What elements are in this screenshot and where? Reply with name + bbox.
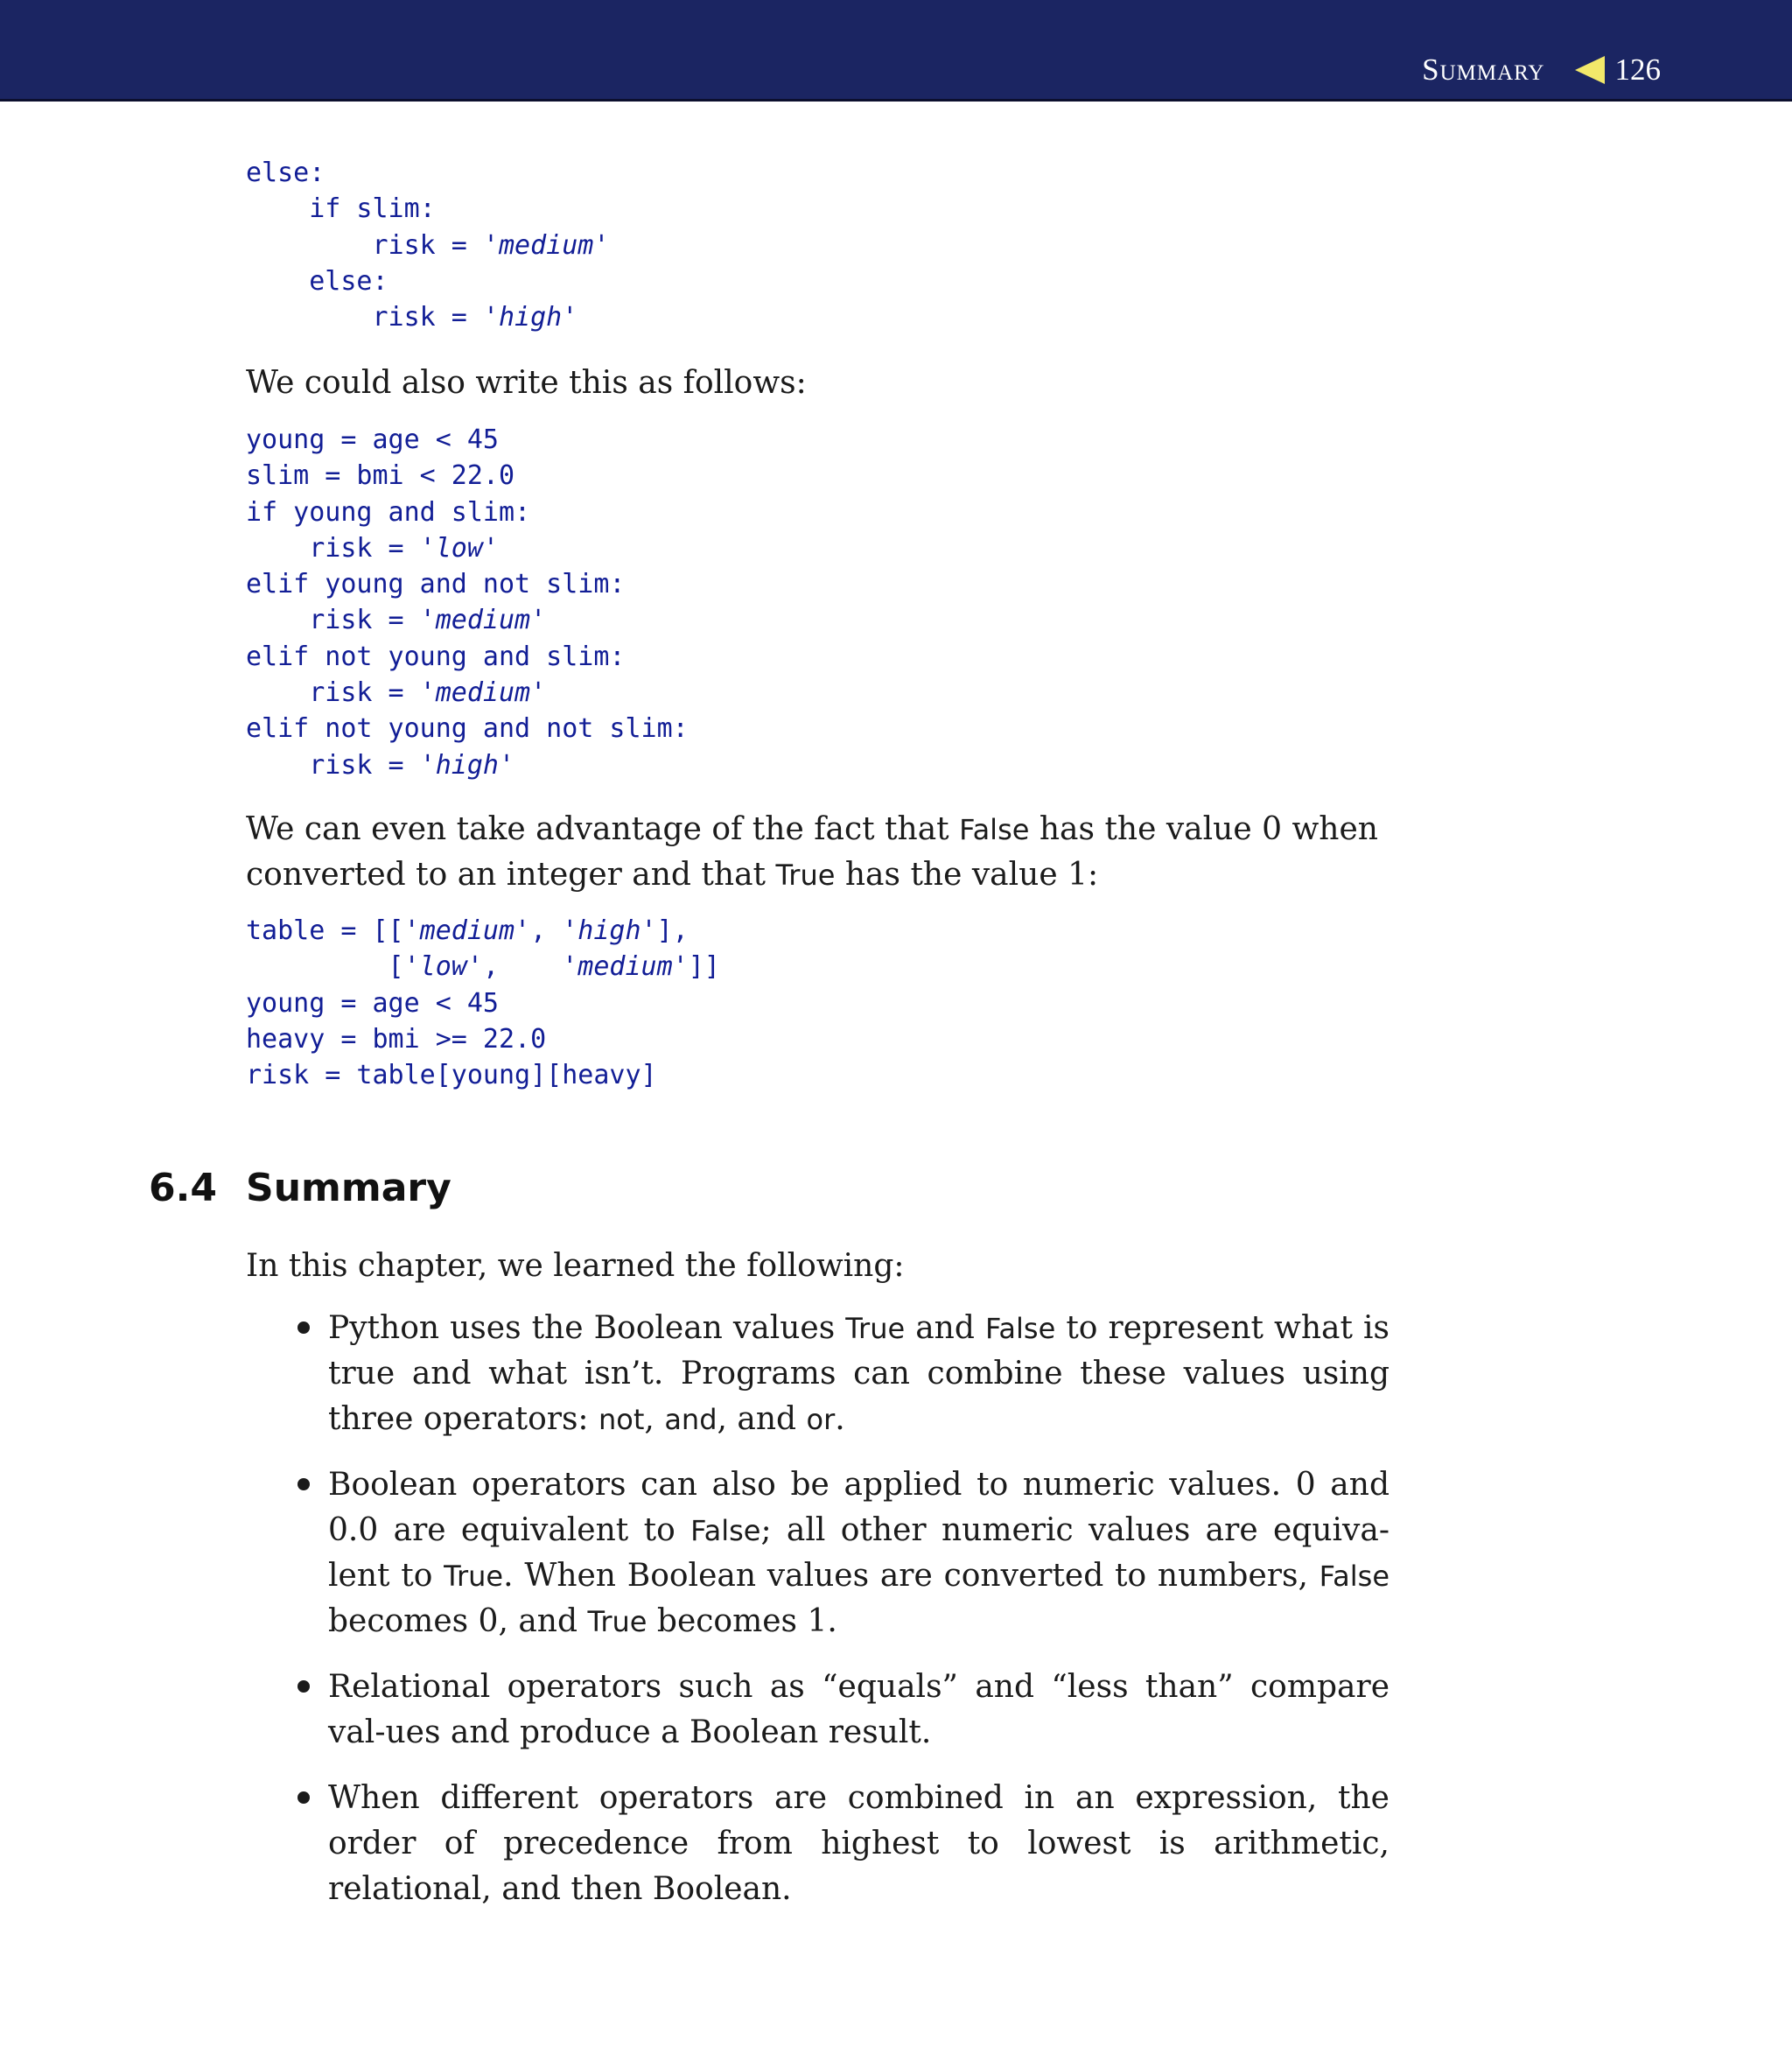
- code-line: [246, 711, 689, 747]
- code-token: else:: [246, 158, 326, 188]
- code-string-literal: 'low': [403, 951, 483, 983]
- code-token: elif not young and not slim:: [246, 713, 689, 745]
- code-line: [246, 299, 609, 335]
- keyword-true: True: [775, 859, 836, 892]
- code-block-else: [246, 155, 609, 335]
- code-token: [: [246, 951, 404, 983]
- code-token: ,: [482, 951, 563, 983]
- code-block-table-lookup: [246, 913, 720, 1093]
- code-token: risk =: [246, 302, 483, 333]
- code-line: [246, 1021, 720, 1057]
- inline-keyword: False: [1319, 1560, 1390, 1593]
- code-string-literal: 'medium': [482, 229, 610, 261]
- code-line: [246, 263, 609, 299]
- code-token: elif not young and slim:: [246, 641, 626, 672]
- code-string-literal: 'low': [419, 532, 499, 564]
- code-token: ],: [656, 915, 689, 946]
- code-string-literal: 'high': [562, 915, 657, 946]
- inline-keyword: or: [806, 1403, 836, 1436]
- code-token: if young and slim:: [246, 496, 531, 528]
- keyword-false: False: [959, 813, 1030, 846]
- code-token: else:: [246, 265, 388, 297]
- summary-bullet-list: [292, 1306, 1390, 1932]
- code-string-literal: 'medium': [419, 605, 547, 636]
- bullet-text: to represent what is true and what isn’t. Programs can combine these values using three operators:: [328, 1310, 1390, 1437]
- bullet-text: , and: [717, 1401, 807, 1437]
- code-token: risk =: [246, 605, 420, 636]
- code-line: [246, 675, 689, 711]
- code-string-literal: 'medium': [403, 915, 531, 946]
- code-token: slim = bmi < 22.0: [246, 460, 515, 492]
- bullet-text: .: [835, 1401, 845, 1437]
- code-token: heavy = bmi >= 22.0: [246, 1023, 547, 1055]
- para2-text-1b: has the value 0 when: [1039, 811, 1378, 847]
- paragraph-boolean-as-integer: [246, 807, 1390, 898]
- code-line: [246, 191, 609, 227]
- section-title: Summary: [246, 1166, 452, 1210]
- code-token: risk = table[young][heavy]: [246, 1060, 657, 1091]
- bullet-text: becomes 0, and: [328, 1603, 588, 1639]
- list-item: [292, 1462, 1390, 1644]
- code-block-elif-chain: [246, 422, 689, 783]
- section-heading: [149, 1166, 452, 1210]
- para2-text-2: converted to an integer and that: [246, 857, 766, 893]
- code-line: [246, 913, 720, 949]
- code-string-literal: 'medium': [562, 951, 689, 983]
- code-token: ,: [530, 915, 563, 946]
- code-line: [246, 530, 689, 566]
- code-line: [246, 566, 689, 602]
- bullet-icon: [298, 1791, 310, 1804]
- section-number: 6.4: [149, 1166, 217, 1210]
- code-string-literal: 'high': [482, 302, 578, 333]
- code-line: [246, 747, 689, 783]
- running-head-title: Summary: [1422, 53, 1545, 87]
- inline-keyword: True: [587, 1605, 648, 1638]
- code-line: [246, 985, 720, 1021]
- bullet-icon: [298, 1321, 310, 1334]
- summary-intro: In this chapter, we learned the following:: [246, 1248, 905, 1284]
- code-string-literal: 'high': [419, 749, 515, 781]
- code-token: young = age < 45: [246, 987, 499, 1019]
- code-token: table = [[: [246, 915, 404, 946]
- inline-keyword: True: [444, 1560, 504, 1593]
- code-token: if slim:: [246, 193, 436, 225]
- bullet-text: Relational operators such as “equals” and “less than” compare val-ues and produce a Boolean result.: [328, 1669, 1390, 1750]
- bullet-text: becomes 1.: [647, 1603, 837, 1639]
- page-header: [0, 0, 1792, 102]
- code-line: [246, 1057, 720, 1093]
- code-token: risk =: [246, 532, 420, 564]
- inline-keyword: True: [845, 1312, 906, 1345]
- code-line: [246, 228, 609, 263]
- code-string-literal: 'medium': [419, 677, 547, 709]
- code-line: [246, 602, 689, 638]
- inline-keyword: and: [664, 1403, 718, 1436]
- list-item: [292, 1665, 1390, 1756]
- bullet-text: ; all other numeric values are equiva-lent to: [328, 1512, 1390, 1594]
- left-arrow-icon[interactable]: [1575, 56, 1605, 84]
- code-line: [246, 494, 689, 530]
- inline-keyword: False: [984, 1312, 1056, 1345]
- bullet-icon: [298, 1478, 310, 1490]
- code-token: risk =: [246, 749, 420, 781]
- code-line: [246, 155, 609, 191]
- running-head: [1422, 53, 1661, 88]
- bullet-text: When different operators are combined in an expression, the order of precedence from highest to lowest is arithmetic, relational, and then Boolean.: [328, 1780, 1390, 1907]
- inline-keyword: False: [690, 1514, 761, 1547]
- paragraph-write-as-follows: We could also write this as follows:: [246, 365, 807, 401]
- code-token: risk =: [246, 677, 420, 709]
- bullet-icon: [298, 1680, 310, 1693]
- code-line: [246, 422, 689, 458]
- bullet-text: Boolean operators can also be applied to numeric values. 0 and 0.0 are equivalent to: [328, 1467, 1390, 1548]
- bullet-text: ,: [644, 1401, 665, 1437]
- inline-keyword: not: [598, 1403, 645, 1436]
- code-token: ]]: [688, 951, 720, 983]
- para2-text-2b: has the value 1:: [844, 857, 1099, 893]
- para2-text-1: We can even take advantage of the fact that: [246, 811, 949, 847]
- bullet-text: Python uses the Boolean values: [328, 1310, 846, 1346]
- code-line: [246, 949, 720, 985]
- bullet-text: . When Boolean values are converted to numbers,: [503, 1558, 1320, 1594]
- list-item: [292, 1776, 1390, 1912]
- code-token: risk =: [246, 229, 483, 261]
- code-line: [246, 458, 689, 494]
- list-item: [292, 1306, 1390, 1442]
- page-number: 126: [1614, 53, 1661, 87]
- code-line: [246, 639, 689, 675]
- bullet-text: and: [905, 1310, 985, 1346]
- code-token: elif young and not slim:: [246, 569, 626, 600]
- code-token: young = age < 45: [246, 424, 499, 455]
